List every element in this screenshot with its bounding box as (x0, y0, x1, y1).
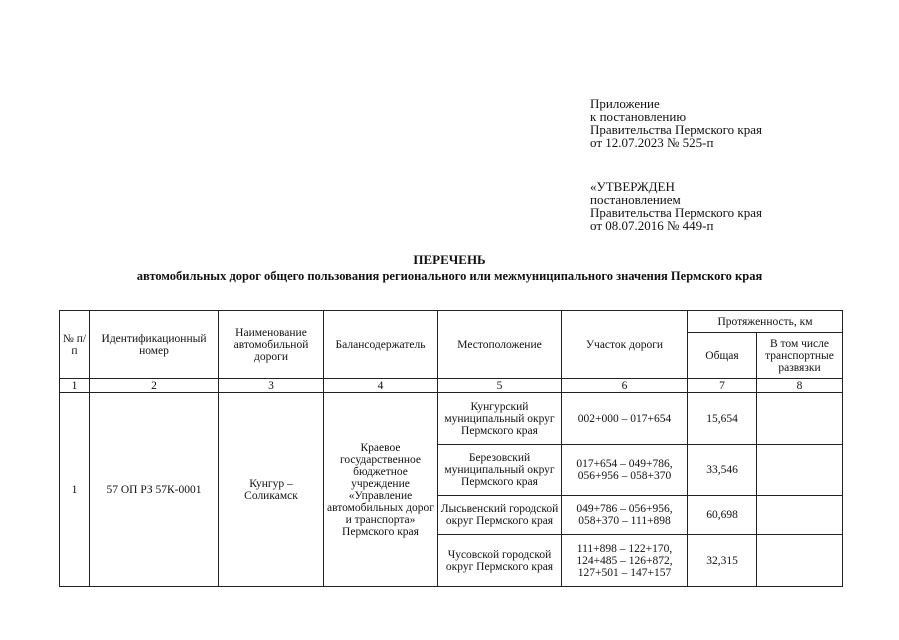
road-name: Кунгур – Соликамск (219, 393, 324, 587)
header-row (60, 311, 843, 333)
segment-interchanges (757, 445, 843, 496)
segment-interchanges (757, 496, 843, 535)
segment-location: Березовский муниципальный округ Пермского края (438, 445, 562, 496)
segment-total: 32,315 (688, 535, 757, 587)
roads-table (59, 310, 843, 587)
column-number: 5 (438, 379, 562, 393)
appendix-line: от 12.07.2023 № 525-п (590, 135, 714, 150)
segment-interchanges (757, 535, 843, 587)
approval-line: Правительства Пермского края (590, 205, 762, 220)
approval-stamp (590, 180, 762, 232)
header-section: Участок дороги (562, 311, 688, 379)
segment-total: 15,654 (688, 393, 757, 445)
column-numbers-row (60, 379, 843, 393)
segment-interchanges (757, 393, 843, 445)
segment-location: Лысьвенский городской округ Пермского края (438, 496, 562, 535)
appendix-line: Правительства Пермского края (590, 122, 762, 137)
appendix-header (590, 97, 762, 149)
appendix-line: к постановлению (590, 109, 687, 124)
segment-total: 33,546 (688, 445, 757, 496)
segment-location: Чусовской городской округ Пермского края (438, 535, 562, 587)
header-id: Идентификационный номер (90, 311, 219, 379)
road-holder: Краевое государственное бюджетное учреждение «Управление автомобильных дорог и транспорта» Пермского края (324, 393, 438, 587)
approval-line: от 08.07.2016 № 449-п (590, 218, 714, 233)
header-total: Общая (688, 333, 757, 379)
segment-section: 002+000 – 017+654 (562, 393, 688, 445)
column-number: 1 (60, 379, 90, 393)
column-number: 8 (757, 379, 843, 393)
table-row (60, 393, 843, 445)
header-interchanges: В том числе транспортные развязки (757, 333, 843, 379)
header-num: № п/п (60, 311, 90, 379)
document-title: ПЕРЕЧЕНЬ (413, 252, 486, 267)
approval-line: «УТВЕРЖДЕН (590, 179, 675, 194)
segment-section: 111+898 – 122+170, 124+485 – 126+872, 127+501 – 147+157 (562, 535, 688, 587)
column-number: 3 (219, 379, 324, 393)
document-subtitle: автомобильных дорог общего пользования регионального или межмуниципального значения Пермского края (136, 269, 763, 283)
column-number: 7 (688, 379, 757, 393)
segment-location: Кунгурский муниципальный округ Пермского края (438, 393, 562, 445)
approval-line: постановлением (590, 192, 681, 207)
segment-section: 049+786 – 056+956, 058+370 – 111+898 (562, 496, 688, 535)
column-number: 6 (562, 379, 688, 393)
header-holder: Балансодержатель (324, 311, 438, 379)
segment-section: 017+654 – 049+786, 056+956 – 058+370 (562, 445, 688, 496)
header-location: Местоположение (438, 311, 562, 379)
column-number: 2 (90, 379, 219, 393)
column-number: 4 (324, 379, 438, 393)
header-length-group: Протяженность, км (688, 311, 843, 333)
road-num: 1 (60, 393, 90, 587)
segment-total: 60,698 (688, 496, 757, 535)
road-id: 57 ОП РЗ 57К-0001 (90, 393, 219, 587)
appendix-line: Приложение (590, 96, 660, 111)
header-name: Наименование автомобильной дороги (219, 311, 324, 379)
